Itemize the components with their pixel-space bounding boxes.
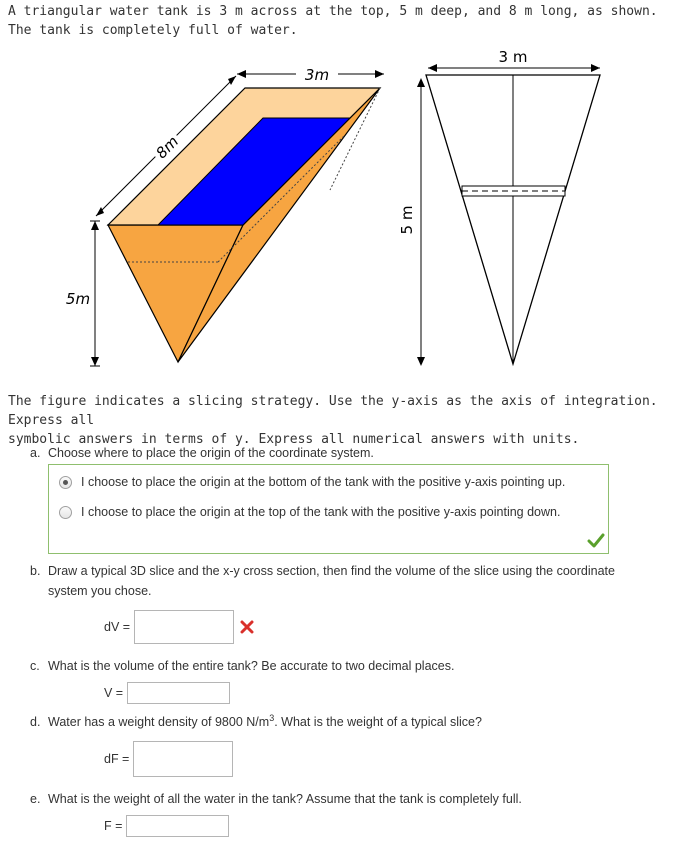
part-d-text-post: . What is the weight of a typical slice?	[274, 715, 482, 730]
part-a-letter: a.	[30, 446, 41, 460]
f-input[interactable]	[126, 815, 229, 837]
depth-arrow-bottom-icon	[91, 357, 99, 366]
cross-depth-arrow-top-icon	[417, 78, 425, 87]
tank-figure	[55, 45, 615, 375]
part-c-question	[30, 659, 454, 673]
depth-label: 5m	[65, 290, 91, 308]
part-a-options-box	[48, 464, 609, 554]
option-origin-bottom-label: I choose to place the origin at the bottom of the tank with the positive y-axis pointing up.	[81, 475, 566, 489]
part-d-question	[30, 713, 482, 729]
part-d-letter: d.	[30, 715, 41, 730]
part-d-text-pre: Water has a weight density of 9800 N/m	[48, 715, 270, 730]
df-field-row	[104, 741, 233, 777]
top-width-arrow-right-icon	[375, 70, 384, 78]
top-width-label: 3m	[304, 66, 330, 84]
part-c-text: What is the volume of the entire tank? Be accurate to two decimal places.	[48, 659, 455, 673]
v-field-row	[104, 682, 230, 704]
cross-depth-arrow-bottom-icon	[417, 357, 425, 366]
v-input[interactable]	[127, 682, 230, 704]
cross-depth-label: 5 m	[398, 205, 416, 235]
v-label: V =	[104, 686, 124, 700]
incorrect-x-icon	[240, 620, 254, 634]
radio-origin-top[interactable]	[59, 506, 72, 519]
df-label: dF =	[104, 752, 130, 766]
problem-intro: A triangular water tank is 3 m across at the top, 5 m deep, and 8 m long, as shown. The tank is completely full of water.	[8, 4, 658, 38]
check-mark-icon	[587, 533, 605, 548]
f-label: F =	[104, 819, 123, 833]
cross-width-arrow-left-icon	[428, 64, 437, 72]
part-c-letter: c.	[30, 659, 40, 673]
strategy-line-1: The figure indicates a slicing strategy. Use the y-axis as the axis of integration. Express all	[8, 394, 658, 428]
dv-label: dV =	[104, 620, 131, 634]
part-a-question	[30, 446, 374, 460]
df-input[interactable]	[133, 741, 233, 777]
part-a-text: Choose where to place the origin of the coordinate system.	[48, 446, 374, 460]
radio-origin-bottom[interactable]	[59, 476, 72, 489]
part-b-letter: b.	[30, 564, 41, 578]
length-arrow-start-icon	[96, 207, 104, 216]
part-b-question	[30, 561, 615, 601]
part-e-text: What is the weight of all the water in the tank? Assume that the tank is completely full.	[48, 792, 522, 806]
part-b-text-2: system you chose.	[48, 584, 152, 598]
depth-arrow-top-icon	[91, 221, 99, 230]
cross-width-label: 3 m	[498, 48, 528, 66]
length-label: 8m	[152, 132, 183, 163]
part-e-question	[30, 792, 522, 806]
option-origin-top-label: I choose to place the origin at the top of the tank with the positive y-axis pointing down.	[81, 505, 561, 519]
dv-input[interactable]	[134, 610, 234, 644]
strategy-text	[8, 392, 668, 449]
option-origin-bottom[interactable]	[59, 475, 565, 489]
part-d-text-sup: 3	[269, 713, 275, 723]
cross-width-arrow-right-icon	[591, 64, 600, 72]
option-origin-top[interactable]	[59, 505, 560, 519]
top-width-arrow-left-icon	[237, 70, 246, 78]
f-field-row	[104, 815, 229, 837]
part-e-letter: e.	[30, 792, 41, 806]
strategy-line-2: symbolic answers in terms of y. Express all numerical answers with units.	[8, 432, 580, 447]
length-arrow-end-icon	[228, 76, 236, 85]
dv-field-row	[104, 610, 254, 644]
part-b-text-1: Draw a typical 3D slice and the x-y cross section, then find the volume of the slice using the coordinate	[48, 564, 615, 578]
